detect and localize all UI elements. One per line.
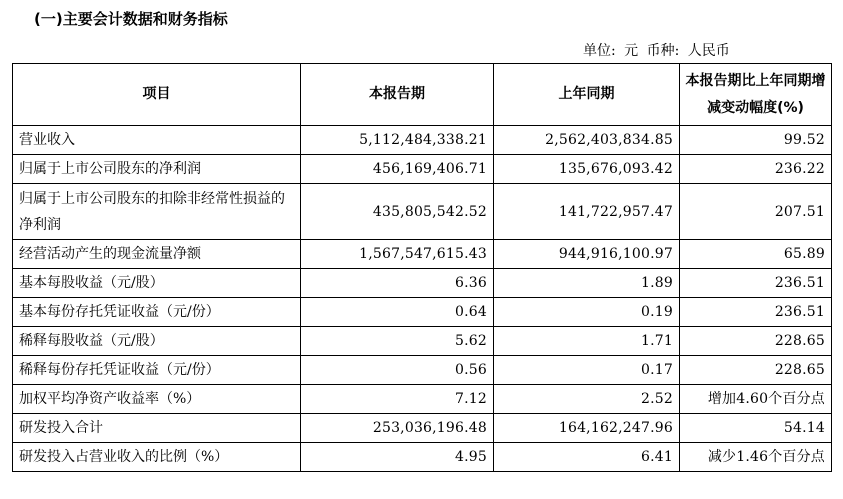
row-current: 0.64 xyxy=(301,298,494,327)
row-current: 1,567,547,615.43 xyxy=(301,240,494,269)
table-row xyxy=(13,155,832,184)
row-item: 归属于上市公司股东的净利润 xyxy=(13,155,301,184)
row-prior: 2.52 xyxy=(494,385,680,414)
row-current: 7.12 xyxy=(301,385,494,414)
table-row xyxy=(13,356,832,385)
row-change: 54.14 xyxy=(680,414,832,443)
row-item: 加权平均净资产收益率（%） xyxy=(13,385,301,414)
table-row xyxy=(13,298,832,327)
row-change: 236.51 xyxy=(680,298,832,327)
row-item: 研发投入合计 xyxy=(13,414,301,443)
header-current-period: 本报告期 xyxy=(301,64,494,126)
row-prior: 135,676,093.42 xyxy=(494,155,680,184)
table-row xyxy=(13,385,832,414)
header-prior-period: 上年同期 xyxy=(494,64,680,126)
row-prior: 164,162,247.96 xyxy=(494,414,680,443)
table-row xyxy=(13,126,832,155)
row-prior: 1.71 xyxy=(494,327,680,356)
row-current: 6.36 xyxy=(301,269,494,298)
row-change: 65.89 xyxy=(680,240,832,269)
table-row xyxy=(13,240,832,269)
row-change: 减少1.46个百分点 xyxy=(680,443,832,472)
row-current: 5.62 xyxy=(301,327,494,356)
row-item: 基本每股收益（元/股） xyxy=(13,269,301,298)
row-change: 99.52 xyxy=(680,126,832,155)
row-current: 253,036,196.48 xyxy=(301,414,494,443)
table-row xyxy=(13,443,832,472)
table-header-row xyxy=(13,64,832,126)
row-current: 0.56 xyxy=(301,356,494,385)
unit-currency-line: 单位: 元 币种: 人民币 xyxy=(583,43,730,59)
row-current: 435,805,542.52 xyxy=(301,184,494,240)
row-change: 增加4.60个百分点 xyxy=(680,385,832,414)
section-title: (一)主要会计数据和财务指标 xyxy=(34,10,228,28)
row-change: 207.51 xyxy=(680,184,832,240)
row-item: 营业收入 xyxy=(13,126,301,155)
row-item: 稀释每股收益（元/股） xyxy=(13,327,301,356)
row-prior: 944,916,100.97 xyxy=(494,240,680,269)
row-current: 4.95 xyxy=(301,443,494,472)
table-row xyxy=(13,414,832,443)
row-change: 228.65 xyxy=(680,356,832,385)
row-item: 研发投入占营业收入的比例（%） xyxy=(13,443,301,472)
row-item: 经营活动产生的现金流量净额 xyxy=(13,240,301,269)
row-change: 236.51 xyxy=(680,269,832,298)
table-row xyxy=(13,184,832,240)
row-prior: 141,722,957.47 xyxy=(494,184,680,240)
table-row xyxy=(13,269,832,298)
row-item: 基本每份存托凭证收益（元/份） xyxy=(13,298,301,327)
table-row xyxy=(13,327,832,356)
row-current: 5,112,484,338.21 xyxy=(301,126,494,155)
row-item: 稀释每份存托凭证收益（元/份） xyxy=(13,356,301,385)
row-prior: 1.89 xyxy=(494,269,680,298)
row-change: 236.22 xyxy=(680,155,832,184)
financial-data-table xyxy=(12,63,832,472)
row-prior: 0.17 xyxy=(494,356,680,385)
row-prior: 0.19 xyxy=(494,298,680,327)
header-item: 项目 xyxy=(13,64,301,126)
row-prior: 2,562,403,834.85 xyxy=(494,126,680,155)
row-prior: 6.41 xyxy=(494,443,680,472)
row-change: 228.65 xyxy=(680,327,832,356)
row-current: 456,169,406.71 xyxy=(301,155,494,184)
header-change-pct: 本报告期比上年同期增减变动幅度(%) xyxy=(680,64,832,126)
row-item: 归属于上市公司股东的扣除非经常性损益的净利润 xyxy=(13,184,301,240)
